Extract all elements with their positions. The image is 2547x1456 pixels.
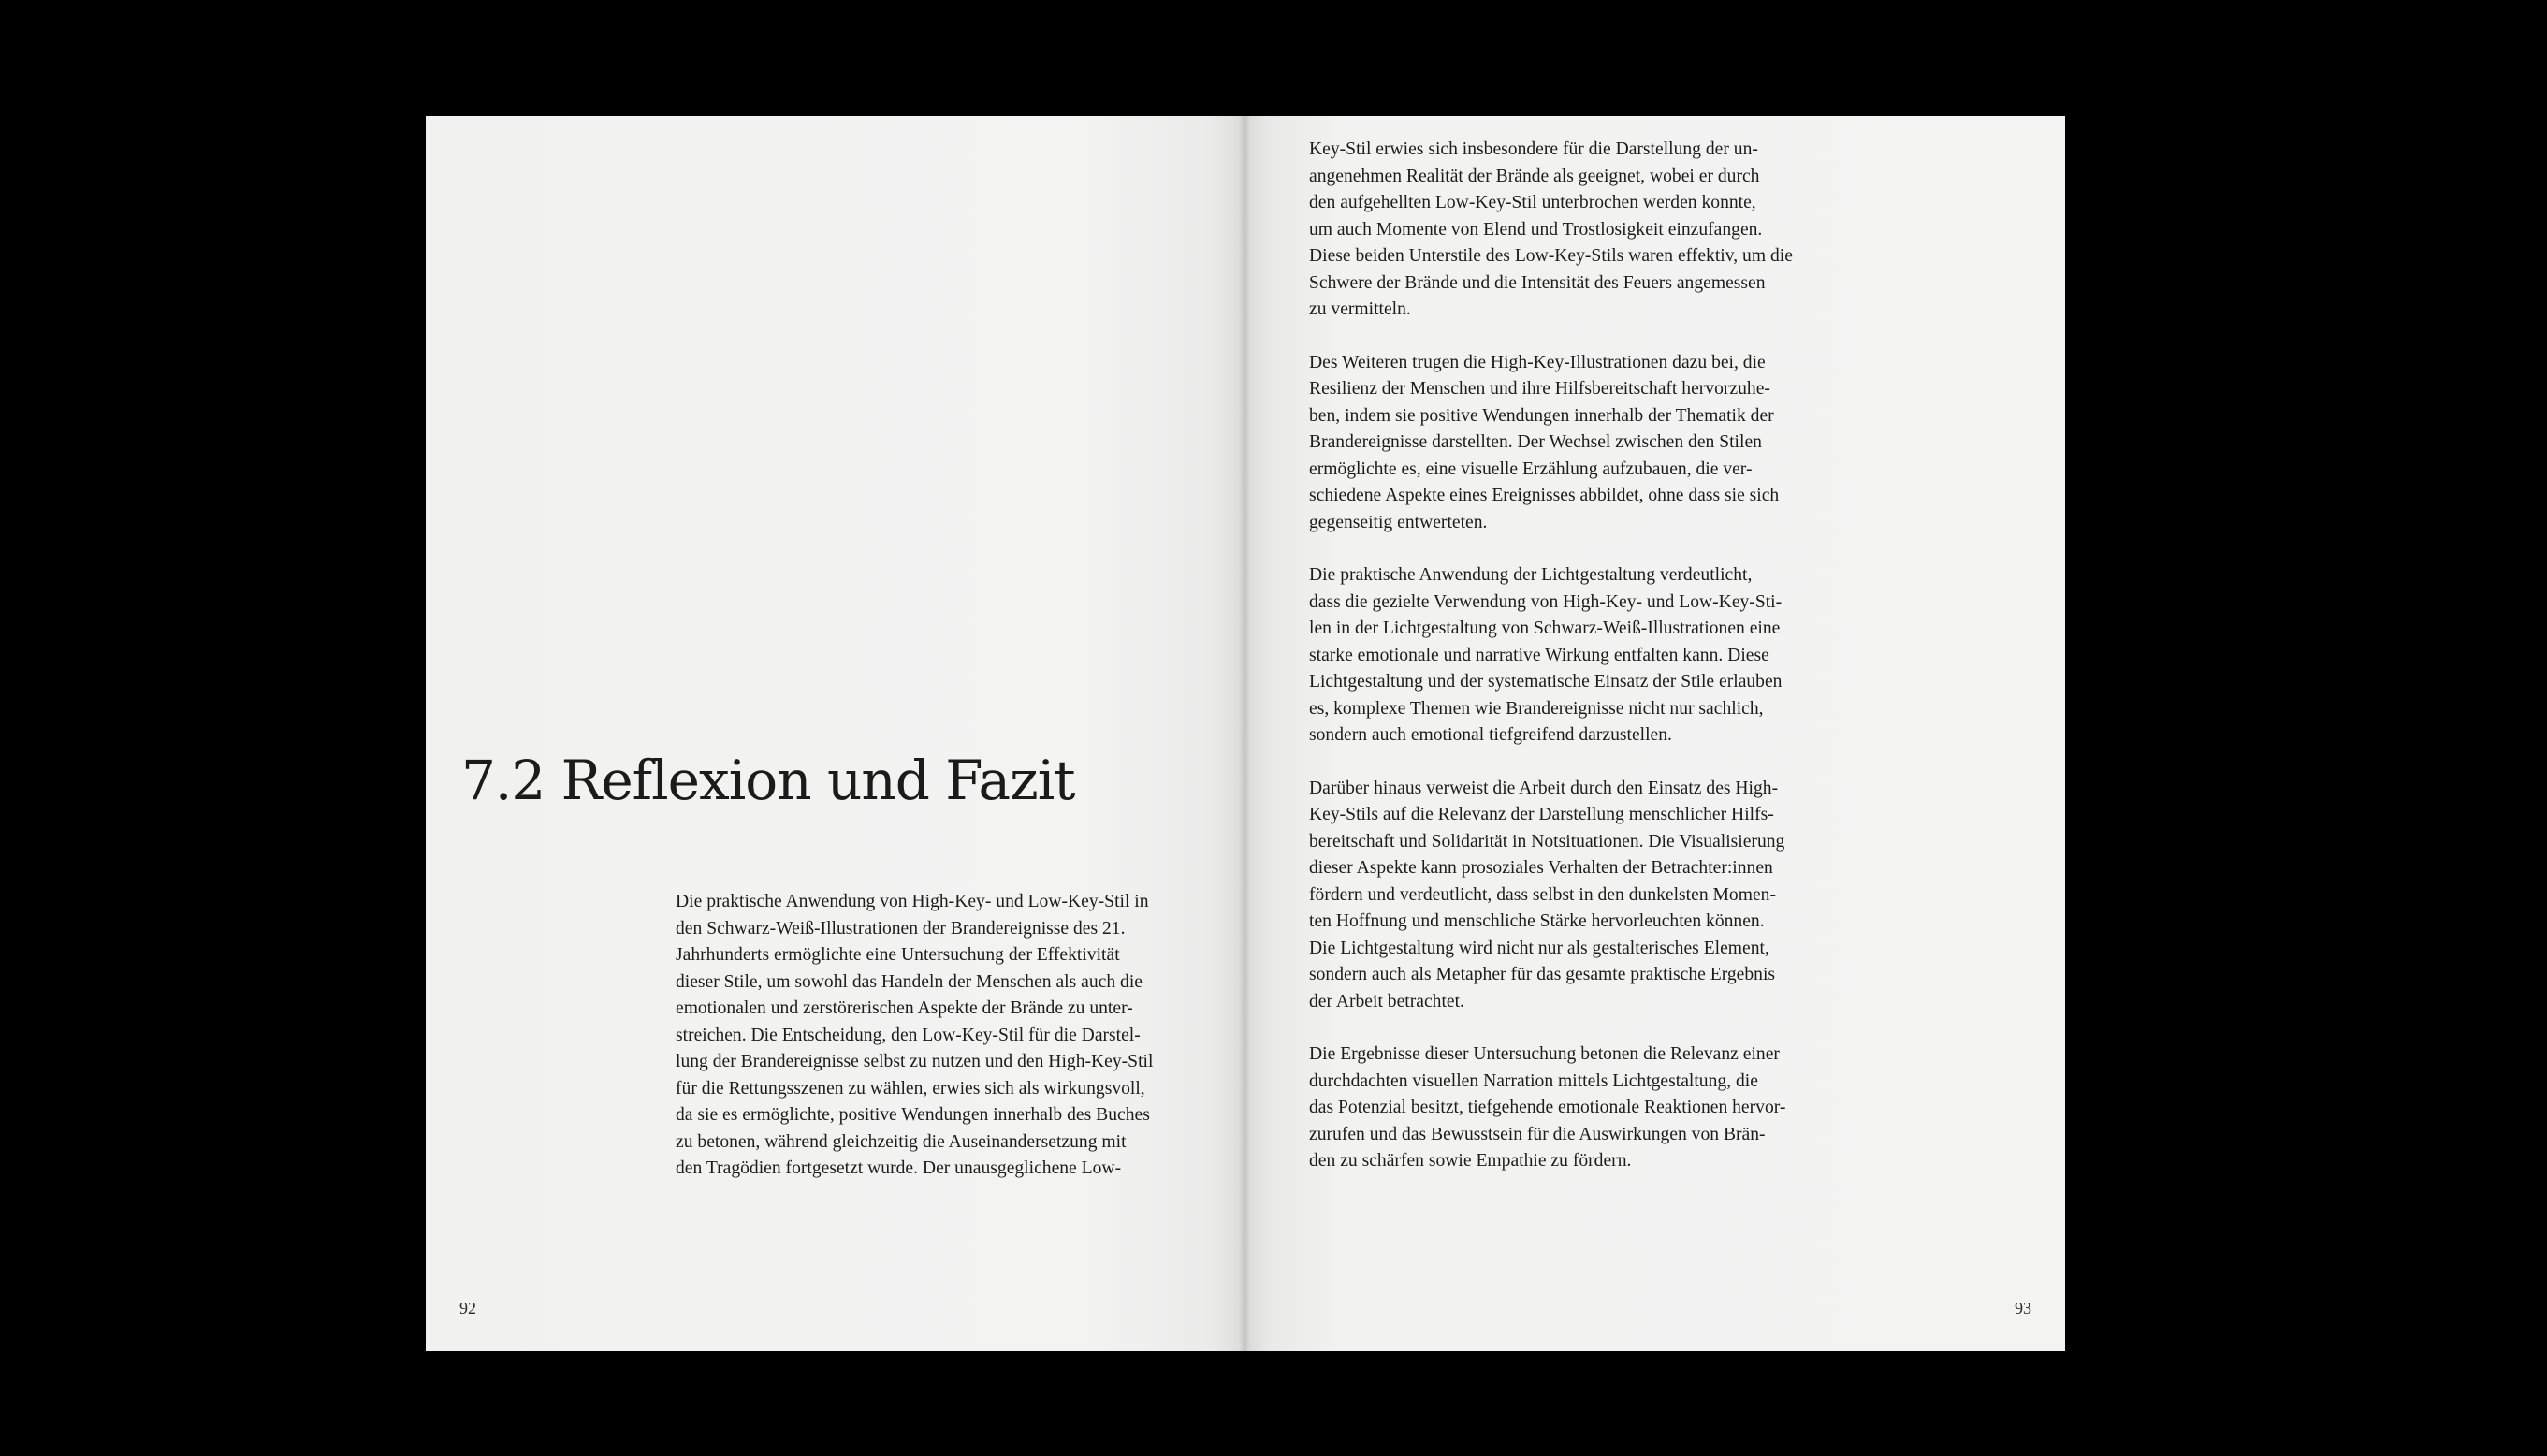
text-line: Resilienz der Menschen und ihre Hilfsbereitschaft hervorzuhe-: [1309, 379, 1770, 399]
text-line: dieser Aspekte kann prosoziales Verhalten der Betrachter:innen: [1309, 858, 1773, 878]
text-line: Lichtgestaltung und der systematische Einsatz der Stile erlauben: [1309, 672, 1783, 692]
text-line: Die praktische Anwendung der Lichtgestaltung verdeutlicht,: [1309, 565, 1753, 585]
text-line: emotionalen und zerstörerischen Aspekte der Brände zu unter-: [676, 998, 1133, 1018]
text-line: der Arbeit betrachtet.: [1309, 991, 1464, 1012]
text-line: Jahrhunderts ermöglichte eine Untersuchung der Effektivität: [676, 945, 1120, 965]
text-line: Schwere der Brände und die Intensität des Feuers angemessen: [1309, 272, 1766, 293]
left-body-text: [676, 889, 1200, 1183]
left-page: [426, 116, 1244, 1351]
page-number-right: 93: [2015, 1299, 2031, 1318]
text-line: Die Ergebnisse dieser Untersuchung betonen die Relevanz einer: [1309, 1044, 1780, 1064]
text-line: starke emotionale und narrative Wirkung entfalten kann. Diese: [1309, 645, 1769, 665]
left-paragraph: [676, 889, 1200, 1183]
right-body-text: [1309, 137, 1870, 1201]
text-line: den aufgehellten Low-Key-Stil unterbrochen werden konnte,: [1309, 193, 1756, 212]
binding-stitch: [1243, 477, 1245, 490]
text-line: lung der Brandereignisse selbst zu nutzen und den High-Key-Stil: [676, 1052, 1154, 1071]
right-paragraph-2: [1309, 350, 1870, 537]
text-line: Key-Stils auf die Relevanz der Darstellung menschlicher Hilfs-: [1309, 805, 1774, 824]
binding-stitch: [1243, 215, 1245, 228]
text-line: sondern auch als Metapher für das gesamte praktische Ergebnis: [1309, 965, 1776, 984]
binding-stitch: [1243, 1001, 1245, 1014]
right-paragraph-1: [1309, 137, 1870, 324]
text-line: dass die gezielte Verwendung von High-Key- und Low-Key-Sti-: [1309, 591, 1783, 612]
text-line: Des Weiteren trugen die High-Key-Illustrationen dazu bei, die: [1309, 352, 1766, 372]
text-line: den Tragödien fortgesetzt wurde. Der unausgeglichene Low-: [676, 1158, 1122, 1178]
text-line: da sie es ermöglichte, positive Wendungen innerhalb des Buches: [676, 1105, 1150, 1125]
text-line: durchdachten visuellen Narration mittels Lichtgestaltung, die: [1309, 1070, 1758, 1091]
binding-stitch: [1243, 1235, 1245, 1248]
text-line: Key-Stil erwies sich insbesondere für die Darstellung der un-: [1309, 139, 1758, 159]
text-line: zurufen und das Bewusstsein für die Auswirkungen von Brän-: [1309, 1124, 1766, 1144]
text-line: streichen. Die Entscheidung, den Low-Key-Stil für die Darstel-: [676, 1025, 1141, 1045]
text-line: bereitschaft und Solidarität in Notsituationen. Die Visualisierung: [1309, 831, 1785, 852]
text-line: den Schwarz-Weiß-Illustrationen der Brandereignisse des 21.: [676, 918, 1126, 939]
text-line: es, komplexe Themen wie Brandereignisse nicht nur sachlich,: [1309, 698, 1764, 719]
text-line: für die Rettungsszenen zu wählen, erwies sich als wirkungsvoll,: [676, 1078, 1145, 1099]
right-page: [1244, 116, 2065, 1351]
text-line: sondern auch emotional tiefgreifend darzustellen.: [1309, 725, 1672, 745]
text-line: Brandereignisse darstellten. Der Wechsel zwischen den Stilen: [1309, 432, 1762, 452]
text-line: angenehmen Realität der Brände als geeignet, wobei er durch: [1309, 166, 1760, 186]
text-line: ermöglichte es, eine visuelle Erzählung aufzubauen, die ver-: [1309, 459, 1753, 479]
text-line: Die Lichtgestaltung wird nicht nur als gestalterisches Element,: [1309, 938, 1769, 958]
text-line: ben, indem sie positive Wendungen innerhalb der Thematik der: [1309, 405, 1774, 426]
text-line: dieser Stile, um sowohl das Handeln der Menschen als auch die: [676, 971, 1143, 992]
text-line: um auch Momente von Elend und Trostlosigkeit einzufangen.: [1309, 219, 1763, 240]
right-paragraph-3: [1309, 562, 1870, 750]
text-line: das Potenzial besitzt, tiefgehende emotionale Reaktionen hervor-: [1309, 1098, 1786, 1117]
text-line: len in der Lichtgestaltung von Schwarz-Weiß-Illustrationen eine: [1309, 619, 1781, 638]
text-line: ten Hoffnung und menschliche Stärke hervorleuchten können.: [1309, 911, 1765, 931]
text-line: zu betonen, während gleichzeitig die Auseinandersetzung mit: [676, 1131, 1127, 1152]
page-number-left: 92: [459, 1299, 476, 1318]
right-paragraph-5: [1309, 1041, 1870, 1175]
section-heading: 7.2 Reflexion und Fazit: [461, 749, 1075, 812]
text-line: Die praktische Anwendung von High-Key- und Low-Key-Stil in: [676, 892, 1149, 911]
binding-stitch: [1243, 739, 1245, 752]
text-line: Diese beiden Unterstile des Low-Key-Stils waren effektiv, um die: [1309, 246, 1793, 266]
text-line: schiedene Aspekte eines Ereignisses abbildet, ohne dass sie sich: [1309, 486, 1780, 505]
book-gutter: [1239, 116, 1250, 1351]
right-paragraph-4: [1309, 776, 1870, 1016]
text-line: den zu schärfen sowie Empathie zu fördern.: [1309, 1151, 1632, 1171]
text-line: fördern und verdeutlicht, dass selbst in den dunkelsten Momen-: [1309, 884, 1776, 905]
text-line: gegenseitig entwerteten.: [1309, 512, 1488, 532]
text-line: Darüber hinaus verweist die Arbeit durch den Einsatz des High-: [1309, 778, 1779, 798]
text-line: zu vermitteln.: [1309, 299, 1411, 319]
